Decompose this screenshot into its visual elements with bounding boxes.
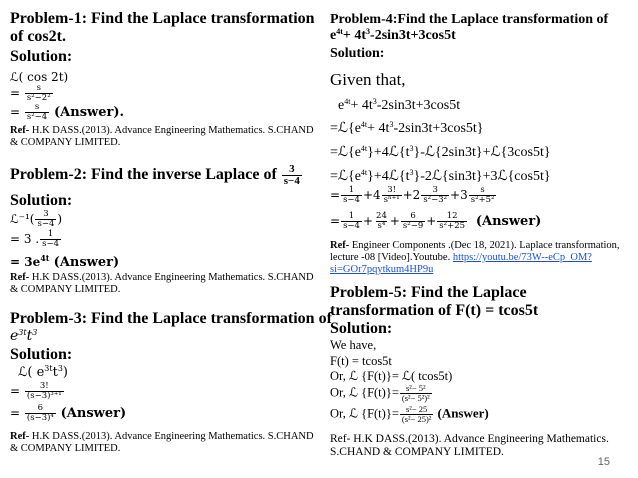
fraction: $\frac{3!}{\text{(s−3)³⁺¹}}$ — [26, 381, 62, 401]
problem-2-step-3: = $3e^{4t}$ (Answer) — [10, 253, 120, 270]
problem-5-step-3: Or, ℒ {F(t)}= $\frac{\text{s²− 5²}}{\text{(s²− 5²)²}}$ — [330, 383, 430, 403]
answer-label: (Answer) — [53, 255, 120, 270]
answer-label: (Answer) — [475, 214, 542, 229]
problem-1-reference: Ref- H.K DASS.(2013). Advance Engineering Mathematics. S.CHAND & COMPANY LIMITED. — [10, 125, 314, 148]
problem-4-reference: Ref- Engineer Components .(Dec 18, 2021). Laplace transformation, lecture -08 [Video].Youtube. https://youtu.be/73W--eCp_OM?si=GOr7pqytkum4HP9u — [330, 240, 620, 275]
problem-4-step-4: = $\frac{1}{s-4}$ +4 $\frac{3!}{\text{sⁿ⁺¹}}$ +2 $\frac{3}{\text{s²−3²}}$ +3 $\frac{s}{\text{s²+5²}}$ — [330, 185, 495, 205]
problem-4-step-5: = $\frac{1}{s-4}$ + $\frac{24}{\text{s⁴}}$ + $\frac{6}{\text{s²−9}}$ + $\frac{12}{\text{s²+25}}$ (Answer) — [330, 211, 542, 231]
problem-3-solution-label: Solution: — [10, 346, 73, 363]
problem-4-step-1: $=ℒ\{e^{4t}+ 4t^3-2\sin 3t+3\cos 5t\}$ — [330, 120, 484, 136]
problem-3-step-2: = $\frac{3!}{\text{(s−3)³⁺¹}}$ — [10, 381, 62, 401]
problem-3-expression: $e^{3t}t^3$ — [10, 328, 38, 344]
fraction: $\frac{s}{\text{s²+5²}}$ — [470, 185, 495, 205]
page-number: 15 — [597, 456, 610, 468]
problem-3-title: Problem-3: Find the Laplace transformation of — [10, 310, 332, 327]
problem-3-step-3: = $\frac{6}{\text{(s−3)⁴}}$ (Answer) — [10, 403, 127, 423]
problem-5-solution-label: Solution: — [330, 320, 393, 337]
problem-1-step-2: = $\frac{s}{\text{s²−2²}}$ — [10, 83, 51, 103]
fraction: $\frac{1}{s-4}$ — [343, 185, 360, 205]
problem-2-title: Problem-2: Find the inverse Laplace of $\frac{3}{s-4}$ — [10, 163, 300, 187]
problem-1-step-3: = $\frac{s}{\text{s²−4}}$ (Answer). — [10, 102, 125, 122]
fraction: $\frac{s}{\text{s²−4}}$ — [26, 102, 48, 122]
problem-2-step-2: = 3 . $\frac{1}{s-4}$ — [10, 229, 60, 249]
fraction: $\frac{3}{s-4}$ — [37, 209, 55, 229]
fraction: $\frac{3!}{\text{sⁿ⁺¹}}$ — [383, 185, 400, 205]
fraction: $\frac{\text{s²− 25}}{\text{(s²− 25)²}}$ — [401, 404, 432, 424]
problem-5-step-1: F(t) = tcos5t — [330, 354, 392, 368]
problem-5-have-label: We have, — [330, 338, 377, 352]
problem-2-step-1: ℒ⁻¹( $\frac{3}{s-4}$ ) — [10, 209, 63, 229]
problem-4-step-3: $=ℒ\{e^{4t}\}+4ℒ\{t^3\}-2ℒ\{\sin 3t\}+3ℒ\{\cos 5t\}$ — [330, 168, 551, 184]
problem-4-title: Problem-4:Find the Laplace transformation of $e^{4t}+ 4t^3-2\sin 3t+3\cos 5t$ — [330, 12, 609, 43]
problem-5-reference: Ref- H.K DASS.(2013). Advance Engineering Mathematics. S.CHAND & COMPANY LIMITED. — [330, 433, 609, 458]
problem-1-title-highlight: cos2t. — [27, 28, 66, 45]
problem-4-expression: $e^{4t}+ 4t^3-2\sin 3t+3\cos 5t$ — [338, 97, 461, 113]
problem-4-given-label: Given that, — [330, 70, 406, 89]
fraction: $\frac{1}{s-4}$ — [343, 211, 360, 231]
problem-4-solution-label: Solution: — [330, 46, 385, 61]
problem-5-step-4: Or, ℒ {F(t)}= $\frac{\text{s²− 25}}{\text{(s²− 25)²}}$ (Answer) — [330, 404, 489, 424]
fraction: $\frac{\text{s²− 5²}}{\text{(s²− 5²)²}}$ — [401, 383, 430, 403]
answer-label: (Answer) — [60, 406, 127, 421]
problem-1-title: Problem-1: Find the Laplace transformation of cos2t. — [10, 10, 315, 45]
video-reference-link[interactable]: https://youtu.be/73W--eCp_OM?si=GOr7pqytkum4HP9u — [330, 252, 592, 275]
fraction: $\frac{6}{\text{(s−3)⁴}}$ — [26, 403, 54, 423]
problem-2-reference: Ref- H.K DASS.(2013). Advance Engineering Mathematics. S.CHAND & COMPANY LIMITED. — [10, 272, 314, 295]
fraction: $\frac{6}{\text{s²−9}}$ — [402, 211, 424, 231]
problem-4-step-2: $=ℒ\{e^{4t}\}+4ℒ\{t^3\}-ℒ\{2\sin 3t\}+ℒ\{3\cos 5t\}$ — [330, 144, 551, 160]
problem-1-step-1: ℒ( cos 2t) — [10, 70, 69, 84]
answer-label: (Answer). — [54, 105, 125, 120]
problem-5-step-2: Or, ℒ {F(t)}= ℒ( tcos5t) — [330, 369, 453, 383]
fraction: $\frac{3}{s-4}$ — [283, 163, 300, 187]
answer-label: (Answer) — [437, 405, 489, 421]
problem-5-title: Problem-5: Find the Laplace transformation of F(t) = tcos5t — [330, 284, 539, 319]
problem-1-solution-label: Solution: — [10, 48, 73, 65]
problem-3-reference: Ref- H.K DASS.(2013). Advance Engineering Mathematics. S.CHAND & COMPANY LIMITED. — [10, 431, 314, 454]
fraction: $\frac{12}{\text{s²+25}}$ — [439, 211, 466, 231]
fraction: $\frac{3}{\text{s²−3²}}$ — [423, 185, 448, 205]
problem-2-solution-label: Solution: — [10, 192, 73, 209]
fraction: $\frac{1}{s-4}$ — [42, 229, 60, 249]
fraction: $\frac{s}{\text{s²−2²}}$ — [26, 83, 51, 103]
problem-3-step-1: ℒ( $e^{3t}t^3$) — [18, 364, 68, 380]
fraction: $\frac{24}{\text{s⁴}}$ — [376, 211, 387, 231]
